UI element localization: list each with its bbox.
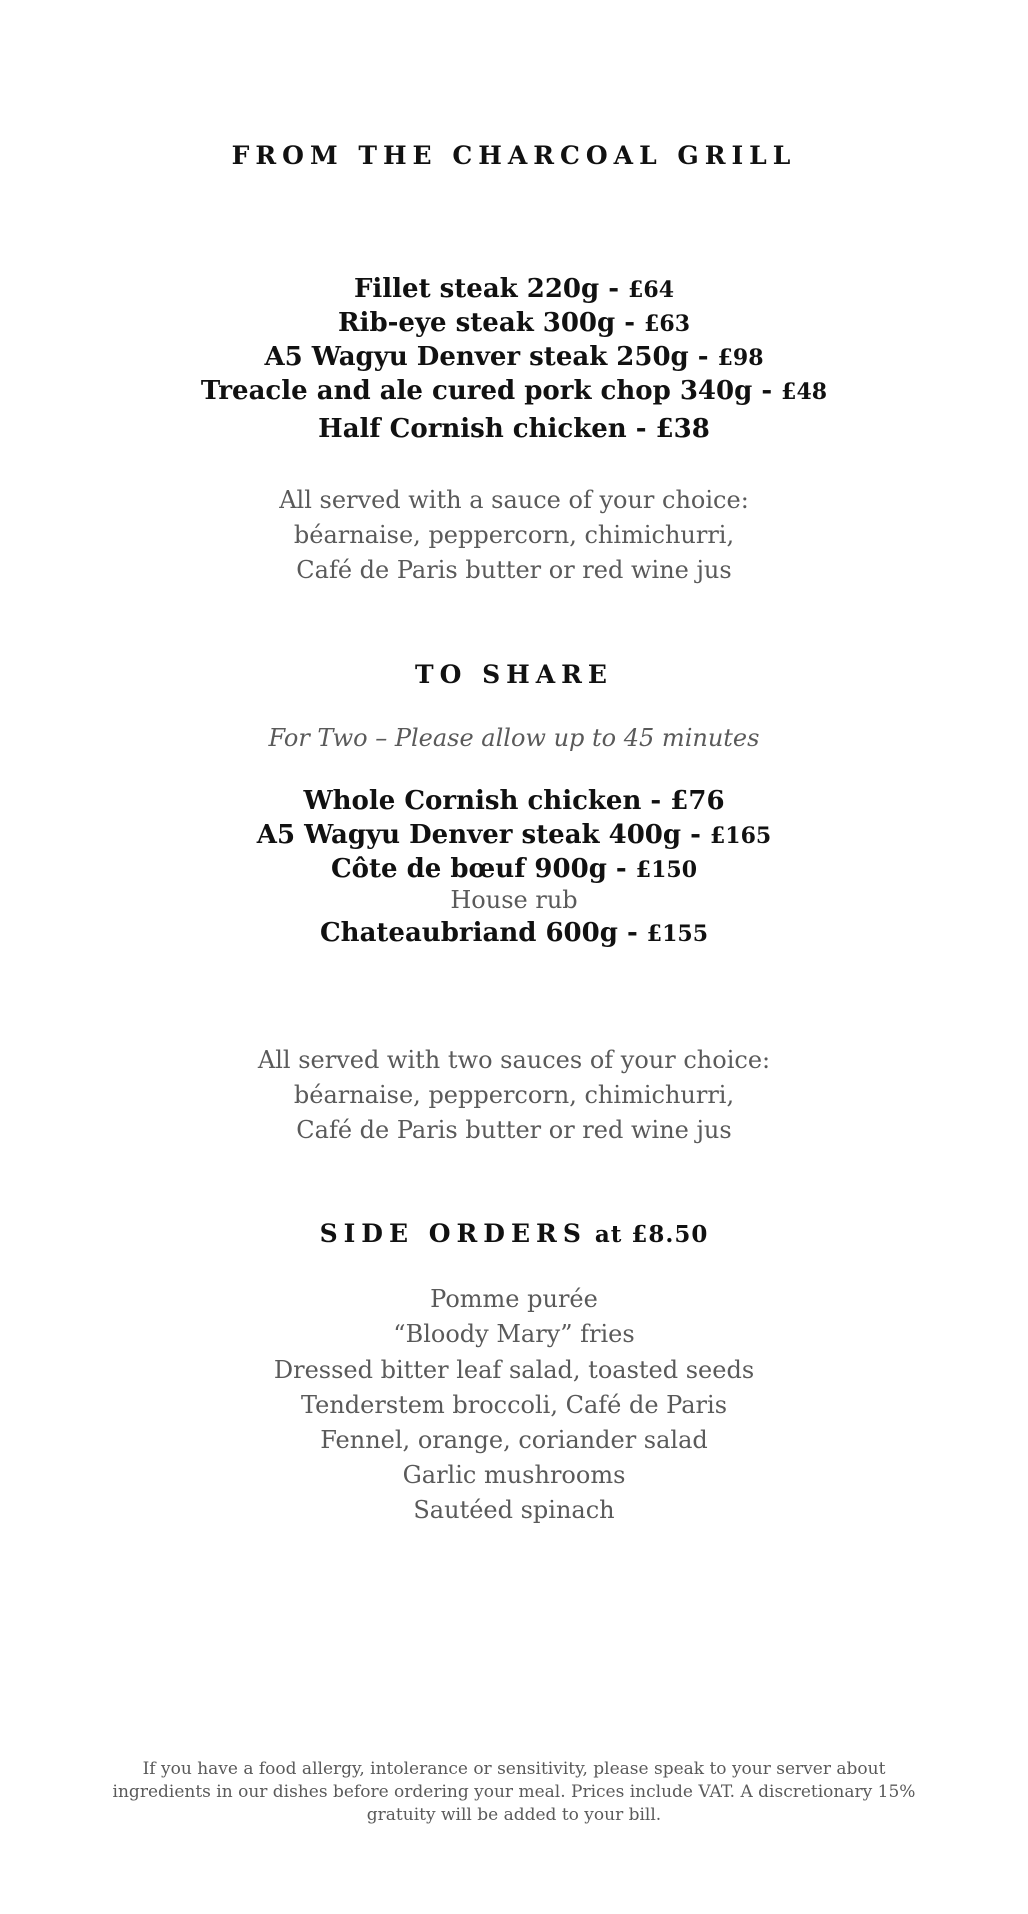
sauce-note-line: béarnaise, peppercorn, chimichurri, (293, 521, 735, 549)
menu-item (0, 274, 1028, 304)
menu-item-name: Rib-eye steak 300g - (337, 308, 645, 338)
side-item: Garlic mushrooms (402, 1461, 626, 1489)
menu-item-name: A5 Wagyu Denver steak 400g - (256, 820, 710, 850)
side-item: Fennel, orange, coriander salad (320, 1426, 708, 1454)
menu-item-name: A5 Wagyu Denver steak 250g - (264, 342, 718, 372)
side-item: Tenderstem broccoli, Café de Paris (300, 1391, 728, 1419)
menu-item-name: Treacle and ale cured pork chop 340g - (200, 376, 782, 406)
sides-heading (0, 1219, 1028, 1248)
menu-item (0, 414, 1028, 444)
side-item: Pomme purée (430, 1285, 598, 1313)
menu-item-name: Chateaubriand 600g - (319, 918, 647, 948)
menu-item-price: £63 (644, 311, 691, 337)
sauce-note-line: Café de Paris butter or red wine jus (296, 1116, 732, 1144)
sauce-note-line: All served with two sauces of your choice: (257, 1046, 771, 1074)
sauce-note-line: All served with a sauce of your choice: (279, 486, 749, 514)
menu-item (0, 918, 1028, 948)
menu-item (0, 376, 1028, 406)
menu-item-name: Half Cornish chicken - (318, 414, 656, 444)
grill-heading: FROM THE CHARCOAL GRILL (231, 141, 797, 170)
menu-item (0, 786, 1028, 816)
menu-item (0, 308, 1028, 338)
side-item: Sautéed spinach (413, 1496, 615, 1524)
menu-item (0, 854, 1028, 884)
menu-item-price: £38 (655, 414, 710, 444)
share-subtitle: For Two – Please allow up to 45 minutes (268, 724, 760, 752)
menu-item-price: £48 (781, 379, 828, 405)
side-item: “Bloody Mary” fries (393, 1320, 635, 1348)
sauce-note-line: béarnaise, peppercorn, chimichurri, (293, 1081, 735, 1109)
menu-item-price: £76 (670, 786, 725, 816)
menu-item-name: Fillet steak 220g - (353, 274, 629, 304)
share-heading: TO SHARE (415, 660, 613, 689)
menu-item (0, 820, 1028, 850)
menu-item-name: Whole Cornish chicken - (303, 786, 671, 816)
menu-item-name: Côte de bœuf 900g - (330, 854, 636, 884)
menu-item-price: £165 (709, 823, 772, 849)
sauce-note-line: Café de Paris butter or red wine jus (296, 556, 732, 584)
sides-heading-label: SIDE ORDERS (319, 1219, 587, 1248)
menu-item-price: £98 (717, 345, 764, 371)
menu-item-price: £150 (635, 857, 698, 883)
menu-item (0, 342, 1028, 372)
allergy-footer-note: If you have a food allergy, intolerance or sensitivity, please speak to your server about ingredients in our dishes before ordering your meal. Prices include VAT. A discretionary 15% gratuity will be added to your bill. (112, 1759, 916, 1825)
menu-item-price: £64 (628, 277, 675, 303)
side-item: Dressed bitter leaf salad, toasted seeds (273, 1356, 755, 1384)
house-rub-note: House rub (450, 886, 578, 914)
menu-item-price: £155 (646, 921, 709, 947)
sides-heading-price: at £8.50 (594, 1221, 709, 1248)
